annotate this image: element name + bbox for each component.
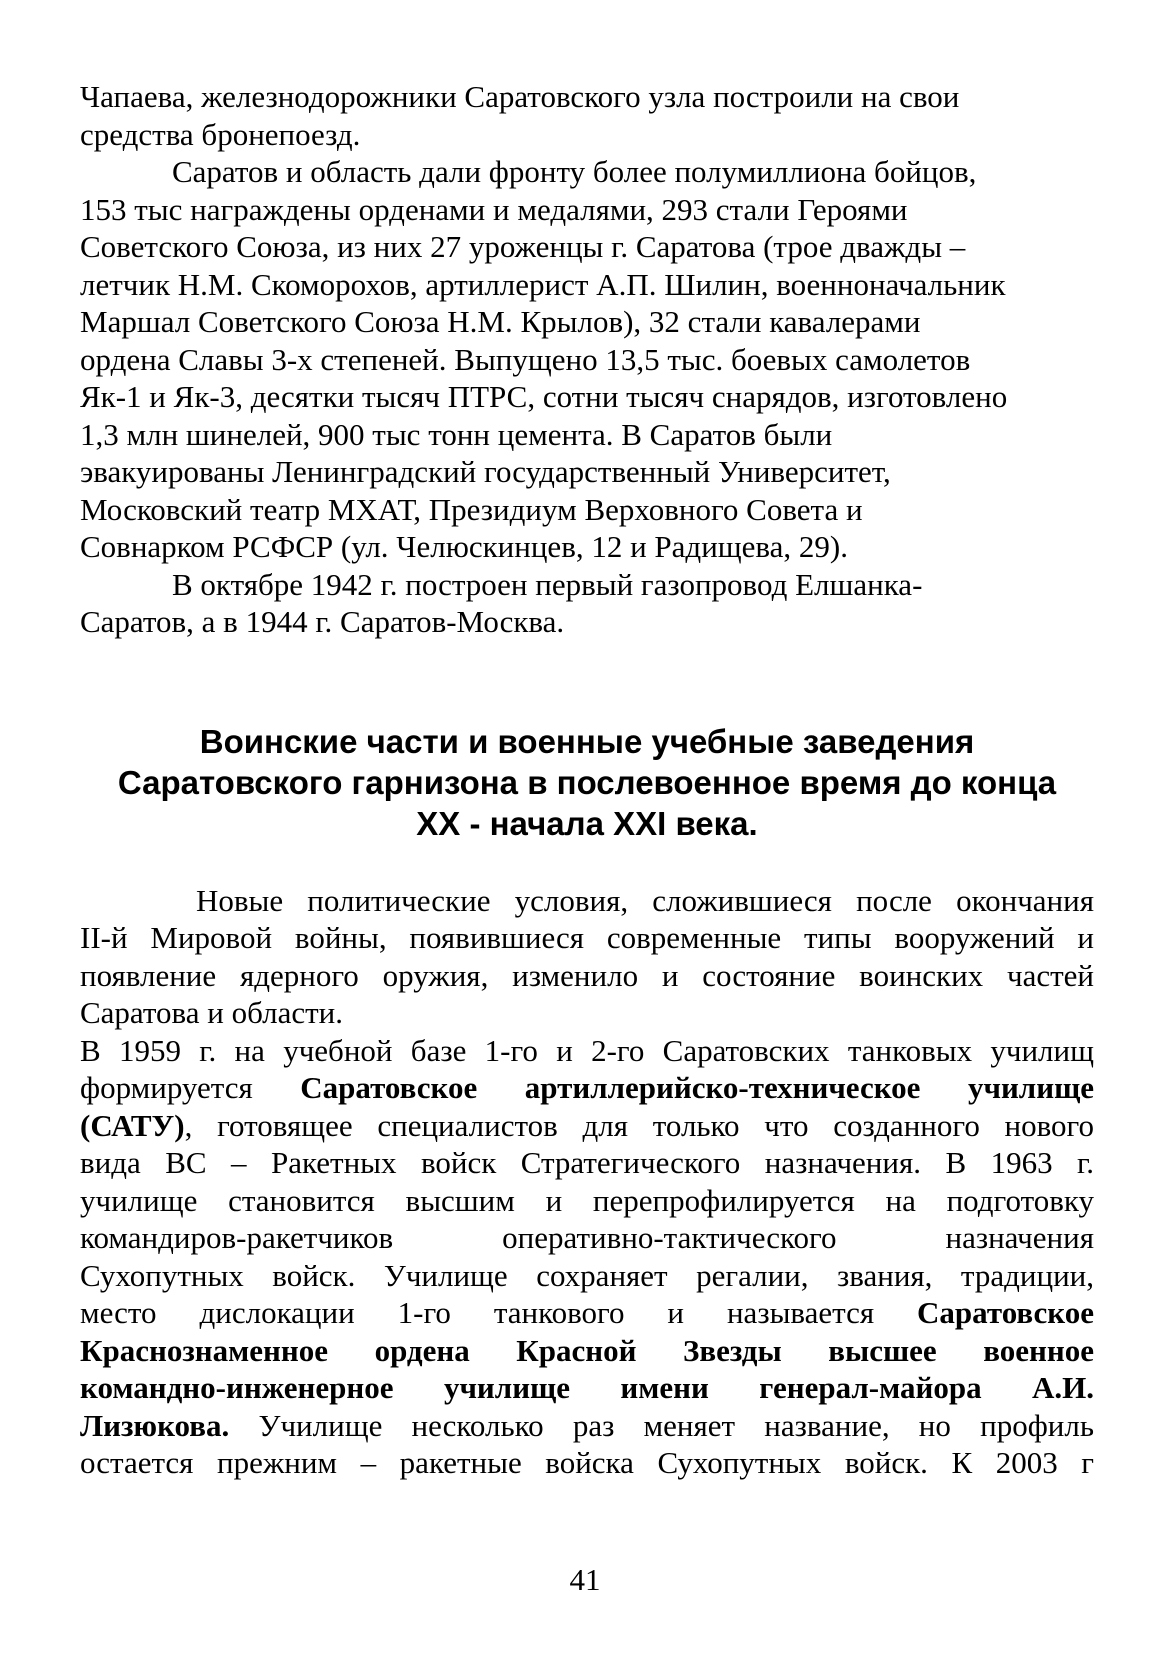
text-line: средства бронепоезд.	[80, 116, 361, 152]
text-line: Маршал Советского Союза Н.М. Крылов), 32 стали кавалерами	[80, 304, 921, 339]
text-line: появление ядерного оружия, изменило и состояние воинских частей	[80, 957, 1094, 993]
page-number: 41	[569, 1562, 601, 1597]
text-line: Советского Союза, из них 27 уроженцы г. Саратова (трое дважды –	[80, 229, 966, 264]
text-word: назначения	[945, 1220, 1094, 1255]
text-line	[80, 1219, 1094, 1257]
text-line: В октябре 1942 г. построен первый газопровод Елшанка-	[172, 566, 923, 602]
text-line	[80, 1107, 1094, 1145]
heading-line: XX - начала XXI века.	[416, 804, 758, 842]
paragraph-1	[80, 78, 1094, 153]
text-line: Московский театр МХАТ, Президиум Верховного Совета и	[80, 491, 863, 527]
bold-school-name: Саратовское артиллерийско-техническое училище	[300, 1070, 1094, 1105]
heading-line: Воинские части и военные учебные заведения	[199, 722, 975, 760]
text-run: формируется	[80, 1070, 253, 1105]
text-line: Совнарком РСФСР (ул. Челюскинцев, 12 и Радищева, 29).	[80, 529, 848, 564]
bold-school-name: Лизюкова.	[80, 1407, 230, 1443]
text-line: II-й Мировой войны, появившиеся современные типы вооружений и	[80, 920, 1094, 955]
text-line: Сухопутных войск. Училище сохраняет регалии, звания, традиции,	[80, 1257, 1094, 1293]
text-line: летчик Н.М. Скоморохов, артиллерист А.П. Шилин, военноначальник	[80, 266, 1006, 302]
bold-text-line: Краснознаменное ордена Красной Звезды высшее военное	[80, 1332, 1094, 1368]
section-heading	[70, 721, 1104, 844]
heading-line: Саратовского гарнизона в послевоенное время до конца	[117, 763, 1057, 801]
text-line: ордена Славы 3-х степеней. Выпущено 13,5 тыс. боевых самолетов	[80, 341, 971, 377]
text-line: Як-1 и Як-3, десятки тысяч ПТРС, сотни тысяч снарядов, изготовлено	[80, 379, 1008, 414]
bold-text-line: командно-инженерное училище имени генерал-майора А.И.	[80, 1370, 1094, 1405]
text-line: остается прежним – ракетные войска Сухопутных войск. К 2003 г	[80, 1445, 1094, 1480]
text-line: 1,3 млн шинелей, 900 тыс тонн цемента. В Саратов были	[80, 416, 833, 452]
text-line	[80, 1294, 1094, 1332]
paragraph-3	[80, 566, 1094, 641]
bold-school-name: Саратовское	[917, 1295, 1095, 1330]
text-run: место дислокации 1-го танкового и называется	[80, 1295, 875, 1330]
text-line: Саратова и области.	[80, 995, 343, 1030]
text-line: училище становится высшим и перепрофилируется на подготовку	[80, 1182, 1094, 1218]
text-run: , готовящее специалистов для только что созданного нового	[184, 1107, 1094, 1143]
text-line: Саратов и область дали фронту более полумиллиона бойцов,	[172, 154, 977, 189]
text-line: эвакуированы Ленинградский государственный Университет,	[80, 454, 891, 489]
text-line: вида ВС – Ракетных войск Стратегического назначения. В 1963 г.	[80, 1145, 1094, 1180]
text-line	[80, 1069, 1094, 1107]
text-word: командиров-ракетчиков	[80, 1220, 394, 1255]
text-line: Новые политические условия, сложившиеся после окончания	[196, 882, 1094, 918]
document-page	[80, 78, 1094, 1482]
text-line: В 1959 г. на учебной базе 1-го и 2-го Саратовских танковых училищ	[80, 1032, 1094, 1068]
paragraph-2	[80, 153, 1094, 566]
paragraph-4	[80, 882, 1094, 1032]
bold-abbreviation: (САТУ)	[80, 1107, 185, 1143]
text-line	[80, 1407, 1094, 1445]
text-run: Училище несколько раз меняет название, но профиль	[229, 1407, 1094, 1443]
text-line: 153 тыс награждены орденами и медалями, 293 стали Героями	[80, 191, 908, 227]
text-line: Саратов, а в 1944 г. Саратов-Москва.	[80, 604, 565, 639]
paragraph-5	[80, 1032, 1094, 1482]
text-line: Чапаева, железнодорожники Саратовского узла построили на свои	[80, 79, 960, 114]
text-word: оперативно-тактического	[502, 1220, 837, 1255]
